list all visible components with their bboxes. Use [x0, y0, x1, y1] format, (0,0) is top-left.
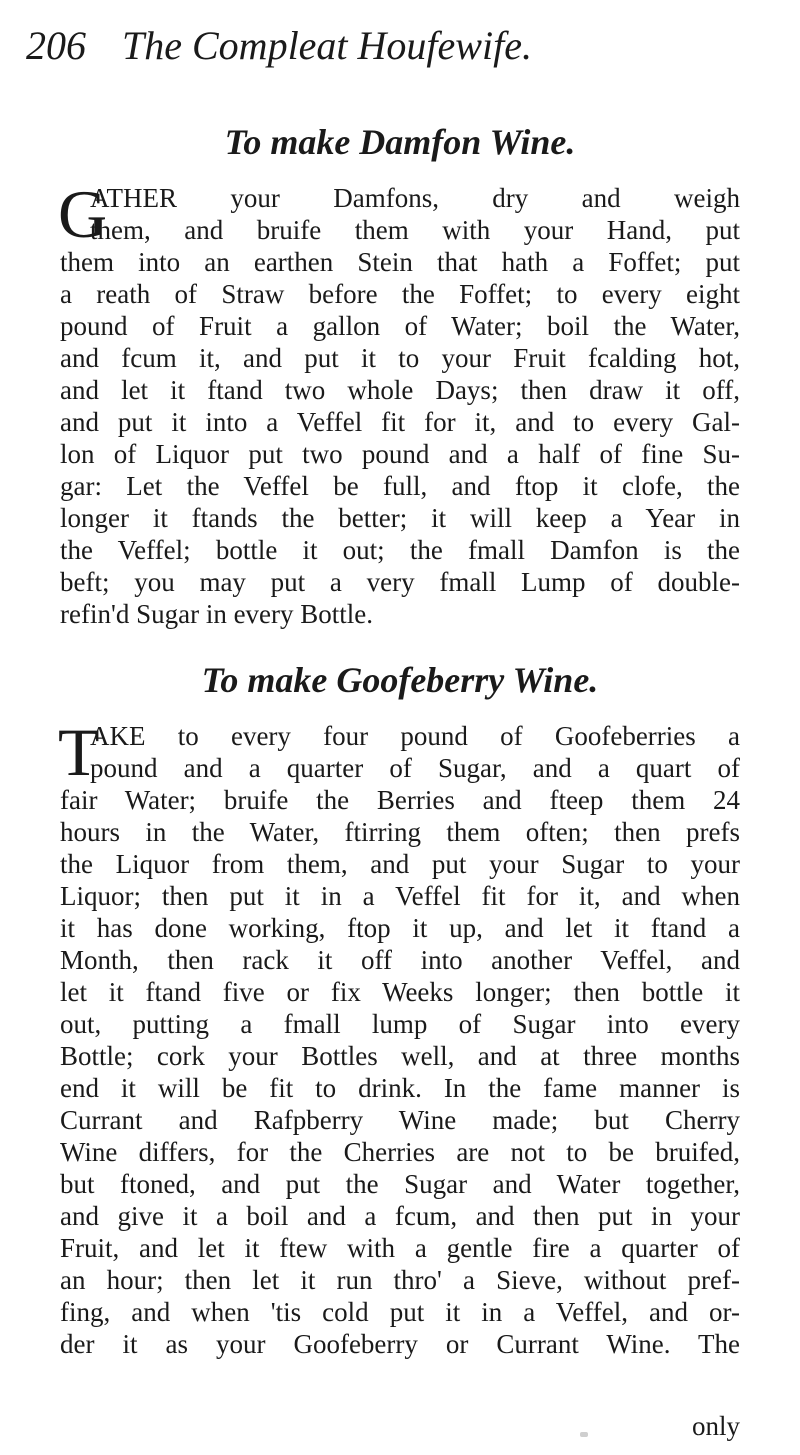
text-line: and put it into a Veffel fit for it, and to every Gal- [60, 407, 740, 437]
section-title-damfon-wine: To make Damfon Wine. [224, 122, 576, 162]
page-number: 206 [26, 23, 86, 68]
text-line: end it will be fit to drink. In the fame manner is [60, 1073, 740, 1103]
text-line: fing, and when 'tis cold put it in a Veffel, and or- [60, 1297, 740, 1327]
text-line: refin'd Sugar in every Bottle. [60, 599, 374, 629]
text-line: them, and bruife them with your Hand, put [90, 215, 740, 245]
text-line: hours in the Water, ftirring them often; then prefs [60, 817, 740, 847]
text-line: the Veffel; bottle it out; the fmall Damfon is the [60, 535, 740, 565]
text-line: der it as your Goofeberry or Currant Wine. The [60, 1329, 740, 1359]
book-title: The Compleat Houfewife. [122, 23, 532, 68]
catchword: only [691, 1411, 740, 1441]
section-title-goofeberry-wine: To make Goofeberry Wine. [201, 660, 599, 700]
text-line: a reath of Straw before the Foffet; to every eight [60, 279, 740, 309]
text-line: gar: Let the Veffel be full, and ftop it clofe, the [60, 471, 740, 501]
text-line: AKE to every four pound of Goofeberries a [90, 721, 740, 751]
text-line: it has done working, ftop it up, and let it ftand a [60, 913, 740, 943]
recipe-body-damfon [58, 176, 740, 630]
drop-cap: G [58, 176, 108, 252]
text-line: and give it a boil and a fcum, and then put in your [60, 1201, 740, 1231]
text-line: let it ftand five or fix Weeks longer; then bottle it [60, 977, 740, 1007]
text-line: Fruit, and let it ftew with a gentle fire a quarter of [60, 1233, 740, 1263]
drop-cap: T [58, 714, 100, 790]
text-line: an hour; then let it run thro' a Sieve, without pref- [60, 1265, 740, 1295]
text-line: pound of Fruit a gallon of Water; boil the Water, [60, 311, 740, 341]
running-head [26, 22, 532, 70]
text-line: Currant and Rafpberry Wine made; but Cherry [60, 1105, 740, 1135]
text-line: Wine differs, for the Cherries are not to be bruifed, [60, 1137, 740, 1167]
text-line: and fcum it, and put it to your Fruit fcalding hot, [60, 343, 740, 373]
text-line: Liquor; then put it in a Veffel fit for it, and when [60, 881, 740, 911]
text-line: pound and a quarter of Sugar, and a quart of [90, 753, 740, 783]
ink-smudge [580, 1432, 588, 1437]
text-line: out, putting a fmall lump of Sugar into every [60, 1009, 740, 1039]
text-line: beft; you may put a very fmall Lump of double- [60, 567, 740, 597]
text-line: fair Water; bruife the Berries and fteep them 24 [60, 785, 740, 815]
text-line: and let it ftand two whole Days; then draw it off, [60, 375, 740, 405]
text-line: longer it ftands the better; it will keep a Year in [60, 503, 740, 533]
text-line: Bottle; cork your Bottles well, and at three months [60, 1041, 740, 1071]
text-line: Month, then rack it off into another Veffel, and [60, 945, 740, 975]
text-line: them into an earthen Stein that hath a Foffet; put [60, 247, 740, 277]
text-line: the Liquor from them, and put your Sugar to your [60, 849, 740, 879]
text-line: lon of Liquor put two pound and a half of fine Su- [60, 439, 740, 469]
recipe-body-goofeberry [58, 714, 740, 1360]
text-line: ATHER your Damfons, dry and weigh [90, 183, 740, 213]
text-line: but ftoned, and put the Sugar and Water together, [60, 1169, 740, 1199]
